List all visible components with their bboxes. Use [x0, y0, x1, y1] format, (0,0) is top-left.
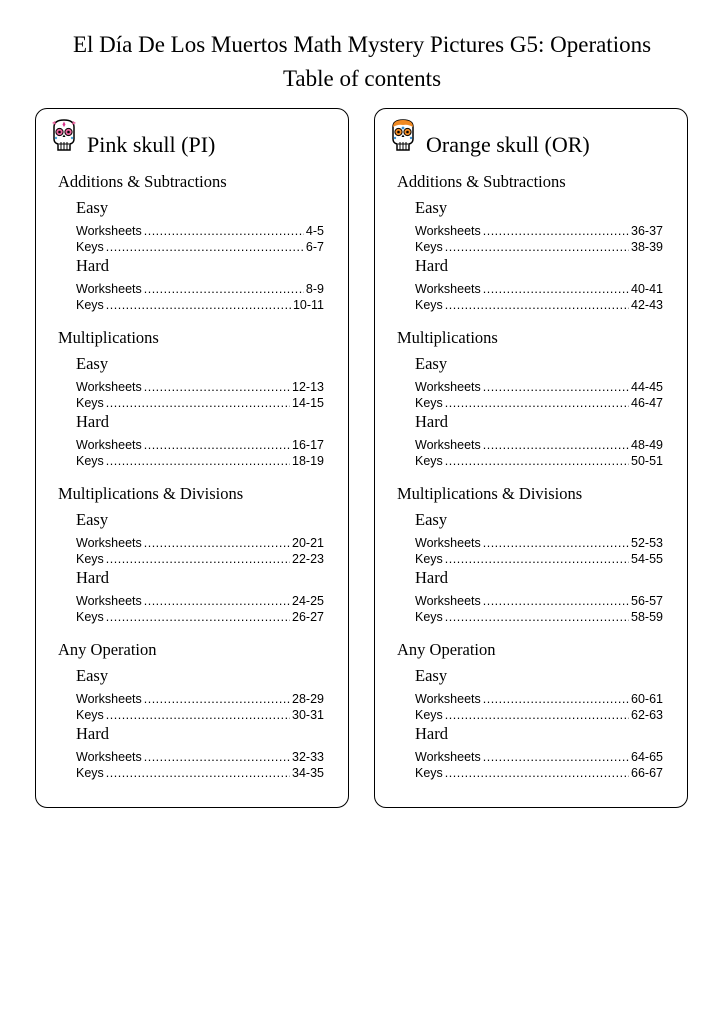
dot-leader: [144, 535, 290, 551]
page-range: 40-41: [631, 282, 663, 296]
level-hard: [58, 255, 324, 313]
level-easy: [397, 665, 663, 723]
page-range: 26-27: [292, 610, 324, 624]
section-title: Any Operation: [397, 640, 496, 659]
dot-leader: [445, 297, 629, 313]
toc-label: Keys: [415, 552, 443, 566]
toc-row-worksheets[interactable]: [76, 749, 324, 765]
toc-row-worksheets[interactable]: [415, 593, 663, 609]
level-title: Easy: [415, 354, 448, 373]
toc-row-worksheets[interactable]: [415, 281, 663, 297]
page-range: 34-35: [292, 766, 324, 780]
dot-leader: [144, 379, 290, 395]
dot-leader: [483, 437, 629, 453]
toc-row-keys[interactable]: [76, 395, 324, 411]
toc-row-worksheets[interactable]: [415, 691, 663, 707]
toc-row-worksheets[interactable]: [415, 749, 663, 765]
dot-leader: [445, 239, 629, 255]
page-title: El Día De Los Muertos Math Mystery Pictures G5: Operations: [72, 32, 652, 57]
panel-title: Pink skull (PI): [87, 132, 216, 157]
level-easy: [58, 665, 324, 723]
level-hard: [397, 255, 663, 313]
level-easy: [58, 197, 324, 255]
toc-label: Worksheets: [76, 282, 142, 296]
toc-label: Keys: [415, 240, 443, 254]
level-hard: [58, 723, 324, 781]
toc-row-keys[interactable]: [415, 239, 663, 255]
level-title: Hard: [76, 256, 109, 275]
section-title: Multiplications & Divisions: [58, 484, 244, 503]
panel-pink-skull: [35, 108, 349, 808]
toc-label: Keys: [76, 610, 104, 624]
page-range: 38-39: [631, 240, 663, 254]
page-range: 62-63: [631, 708, 663, 722]
section-title: Any Operation: [58, 640, 157, 659]
section-list: [397, 171, 663, 795]
level-easy: [58, 509, 324, 567]
section-additions-subtractions: [58, 171, 324, 327]
level-title: Hard: [76, 412, 109, 431]
section-multiplications: [397, 327, 663, 483]
level-title: Easy: [76, 354, 109, 373]
dot-leader: [483, 749, 629, 765]
dot-leader: [106, 297, 291, 313]
dot-leader: [106, 239, 304, 255]
level-hard: [397, 567, 663, 625]
toc-label: Keys: [76, 708, 104, 722]
toc-label: Worksheets: [415, 536, 481, 550]
toc-label: Keys: [76, 396, 104, 410]
page-range: 46-47: [631, 396, 663, 410]
page-range: 64-65: [631, 750, 663, 764]
toc-row-worksheets[interactable]: [76, 281, 324, 297]
dot-leader: [144, 593, 290, 609]
toc-label: Worksheets: [415, 282, 481, 296]
toc-row-worksheets[interactable]: [76, 379, 324, 395]
level-easy: [397, 509, 663, 567]
toc-row-keys[interactable]: [76, 765, 324, 781]
page-range: 56-57: [631, 594, 663, 608]
toc-row-worksheets[interactable]: [76, 437, 324, 453]
toc-label: Keys: [76, 240, 104, 254]
page-range: 14-15: [292, 396, 324, 410]
toc-row-keys[interactable]: [415, 453, 663, 469]
level-title: Hard: [76, 568, 109, 587]
section-any-operation: [58, 639, 324, 795]
toc-label: Keys: [415, 708, 443, 722]
toc-label: Keys: [76, 766, 104, 780]
toc-label: Worksheets: [76, 692, 142, 706]
dot-leader: [144, 691, 290, 707]
dot-leader: [445, 453, 629, 469]
toc-row-keys[interactable]: [415, 765, 663, 781]
level-easy: [397, 353, 663, 411]
toc-row-keys[interactable]: [76, 297, 324, 313]
dot-leader: [483, 281, 629, 297]
page-range: 18-19: [292, 454, 324, 468]
dot-leader: [483, 593, 629, 609]
toc-row-keys[interactable]: [76, 453, 324, 469]
toc-row-worksheets[interactable]: [415, 223, 663, 239]
dot-leader: [106, 453, 290, 469]
level-title: Easy: [415, 666, 448, 685]
dot-leader: [106, 551, 290, 567]
toc-label: Worksheets: [415, 380, 481, 394]
level-title: Hard: [76, 724, 109, 743]
page-range: 52-53: [631, 536, 663, 550]
level-hard: [397, 723, 663, 781]
toc-label: Worksheets: [76, 380, 142, 394]
section-multiplications: [58, 327, 324, 483]
page-subtitle: Table of contents: [282, 66, 442, 91]
level-hard: [58, 567, 324, 625]
page-range: 24-25: [292, 594, 324, 608]
page-range: 16-17: [292, 438, 324, 452]
level-title: Easy: [76, 666, 109, 685]
dot-leader: [106, 395, 290, 411]
dot-leader: [445, 551, 629, 567]
section-title: Additions & Subtractions: [397, 172, 566, 191]
page-range: 28-29: [292, 692, 324, 706]
dot-leader: [445, 765, 629, 781]
toc-row-worksheets[interactable]: [415, 535, 663, 551]
toc-row-worksheets[interactable]: [76, 593, 324, 609]
dot-leader: [445, 707, 629, 723]
toc-label: Worksheets: [415, 438, 481, 452]
toc-row-worksheets[interactable]: [415, 437, 663, 453]
page-range: 66-67: [631, 766, 663, 780]
dot-leader: [106, 707, 290, 723]
toc-label: Keys: [415, 454, 443, 468]
dot-leader: [144, 223, 304, 239]
section-list: [58, 171, 324, 795]
toc-row-worksheets[interactable]: [76, 223, 324, 239]
toc-label: Worksheets: [76, 224, 142, 238]
toc-row-keys[interactable]: [76, 609, 324, 625]
page-range: 36-37: [631, 224, 663, 238]
toc-label: Worksheets: [415, 594, 481, 608]
page-range: 12-13: [292, 380, 324, 394]
page-range: 54-55: [631, 552, 663, 566]
level-title: Easy: [76, 198, 109, 217]
toc-label: Keys: [76, 298, 104, 312]
page-range: 50-51: [631, 454, 663, 468]
level-hard: [397, 411, 663, 469]
section-title: Multiplications: [58, 328, 159, 347]
level-title: Hard: [415, 256, 448, 275]
page-range: 30-31: [292, 708, 324, 722]
toc-label: Worksheets: [76, 438, 142, 452]
section-multiplications-divisions: [397, 483, 663, 639]
level-title: Easy: [415, 510, 448, 529]
page-range: 8-9: [305, 282, 324, 296]
toc-row-worksheets[interactable]: [76, 691, 324, 707]
page-range: 6-7: [305, 240, 324, 254]
toc-row-worksheets[interactable]: [76, 535, 324, 551]
panel-orange-skull: [374, 108, 688, 808]
page-range: 42-43: [631, 298, 663, 312]
level-title: Easy: [76, 510, 109, 529]
dot-leader: [483, 535, 629, 551]
toc-row-keys[interactable]: [76, 707, 324, 723]
toc-label: Worksheets: [76, 536, 142, 550]
page-range: 58-59: [631, 610, 663, 624]
page-range: 22-23: [292, 552, 324, 566]
toc-row-keys[interactable]: [415, 297, 663, 313]
toc-label: Worksheets: [415, 692, 481, 706]
dot-leader: [106, 765, 290, 781]
pink-skull-icon: [50, 119, 78, 155]
toc-row-keys[interactable]: [415, 707, 663, 723]
level-title: Hard: [415, 568, 448, 587]
toc-label: Keys: [415, 396, 443, 410]
toc-row-worksheets[interactable]: [415, 379, 663, 395]
dot-leader: [445, 395, 629, 411]
dot-leader: [483, 379, 629, 395]
toc-row-keys[interactable]: [76, 239, 324, 255]
page-range: 60-61: [631, 692, 663, 706]
page-range: 48-49: [631, 438, 663, 452]
page-range: 44-45: [631, 380, 663, 394]
dot-leader: [144, 749, 290, 765]
toc-label: Keys: [76, 552, 104, 566]
level-title: Hard: [415, 724, 448, 743]
section-title: Multiplications & Divisions: [397, 484, 583, 503]
level-hard: [58, 411, 324, 469]
dot-leader: [445, 609, 629, 625]
section-multiplications-divisions: [58, 483, 324, 639]
toc-row-keys[interactable]: [76, 551, 324, 567]
section-additions-subtractions: [397, 171, 663, 327]
page-range: 32-33: [292, 750, 324, 764]
panel-title: Orange skull (OR): [426, 132, 590, 157]
section-title: Multiplications: [397, 328, 498, 347]
dot-leader: [106, 609, 290, 625]
toc-row-keys[interactable]: [415, 551, 663, 567]
orange-skull-icon: [389, 119, 417, 155]
level-title: Easy: [415, 198, 448, 217]
page-range: 10-11: [292, 298, 324, 312]
level-easy: [397, 197, 663, 255]
toc-row-keys[interactable]: [415, 609, 663, 625]
level-easy: [58, 353, 324, 411]
toc-row-keys[interactable]: [415, 395, 663, 411]
toc-label: Worksheets: [76, 750, 142, 764]
toc-label: Keys: [415, 610, 443, 624]
page-range: 4-5: [305, 224, 324, 238]
page-range: 20-21: [292, 536, 324, 550]
dot-leader: [144, 437, 290, 453]
section-any-operation: [397, 639, 663, 795]
section-title: Additions & Subtractions: [58, 172, 227, 191]
toc-label: Worksheets: [415, 750, 481, 764]
level-title: Hard: [415, 412, 448, 431]
dot-leader: [483, 223, 629, 239]
toc-label: Keys: [76, 454, 104, 468]
toc-label: Keys: [415, 766, 443, 780]
dot-leader: [483, 691, 629, 707]
dot-leader: [144, 281, 304, 297]
toc-label: Worksheets: [415, 224, 481, 238]
toc-label: Worksheets: [76, 594, 142, 608]
toc-label: Keys: [415, 298, 443, 312]
